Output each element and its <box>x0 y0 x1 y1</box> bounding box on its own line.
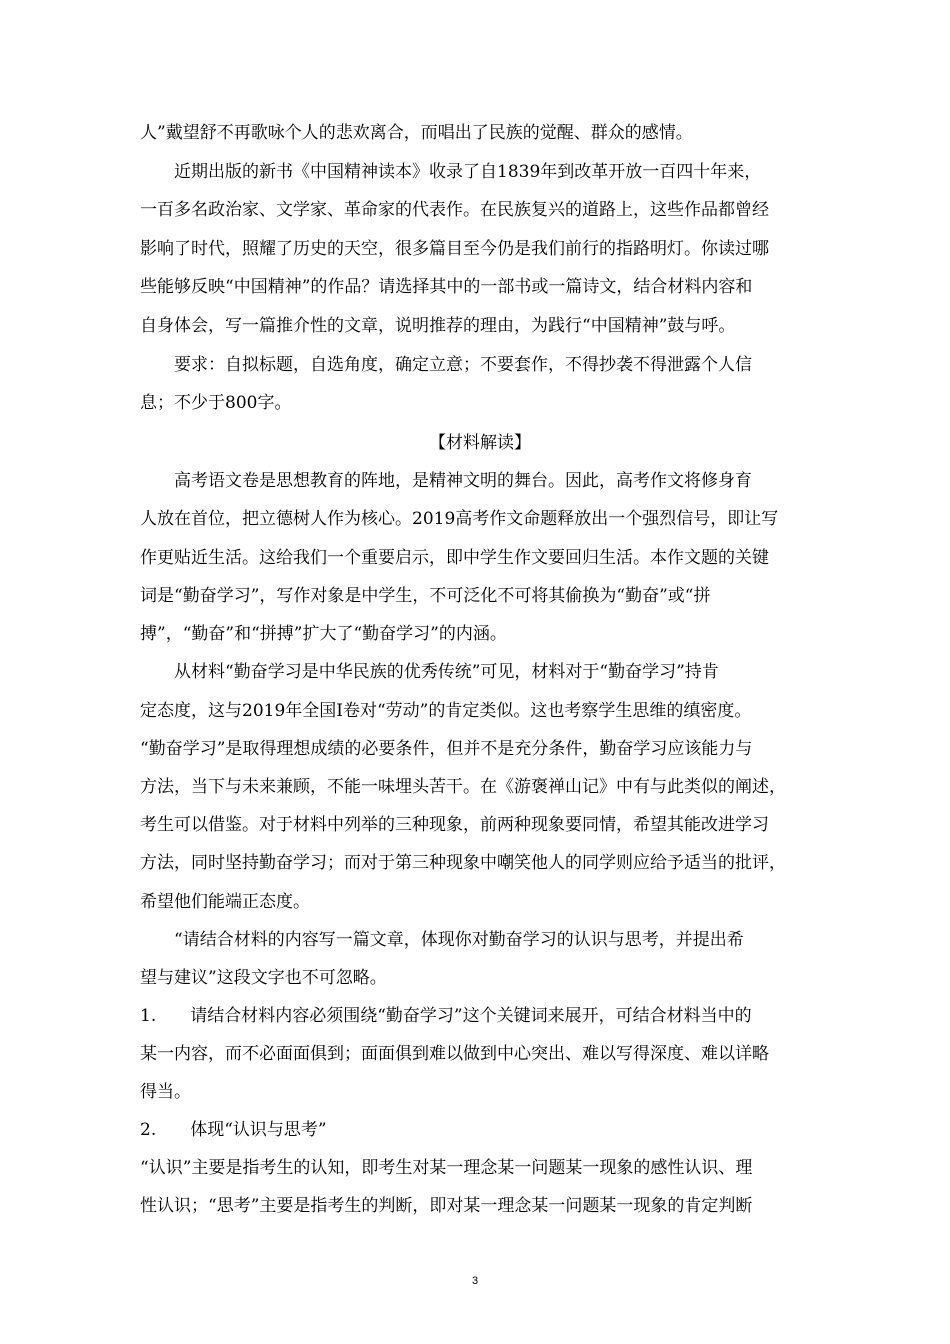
text-line: 息；不少于800字。 <box>140 393 292 413</box>
text-line: 近期出版的新书《中国精神读本》收录了自1839年到改革开放一百四十年来， <box>140 162 762 182</box>
text-line: “勤奋学习”是取得理想成绩的必要条件，但并不是充分条件，勤奋学习应该能力与 <box>140 739 753 759</box>
list-item-line: 2. 体现“认识与思考” <box>140 1120 327 1140</box>
text-line: 定态度，这与2019年全国Ⅰ卷对“劳动”的肯定类似。这也考察学生思维的缜密度。 <box>140 701 752 721</box>
text-line: 某一内容，而不必面面俱到；面面俱到难以做到中心突出、难以写得深度、难以详略 <box>140 1044 769 1064</box>
text-line: 从材料“勤奋学习是中华民族的优秀传统”可见，材料对于“勤奋学习”持肯 <box>140 662 719 682</box>
text-line: 人放在首位，把立德树人作为核心。2019高考作文命题释放出一个强烈信号，即让写 <box>140 509 779 529</box>
page-number: 3 <box>471 1275 479 1287</box>
text-line: 搏”，“勤奋”和“拼搏”扩大了“勤奋学习”的内涵。 <box>140 624 507 644</box>
text-line: 自身体会，写一篇推介性的文章，说明推荐的理由，为践行“中国精神”鼓与呼。 <box>140 316 736 336</box>
text-line: 作更贴近生活。这给我们一个重要启示，即中学生作文要回归生活。本作文题的关键 <box>140 548 769 568</box>
text-line: 得当。 <box>140 1082 191 1102</box>
text-line: 望与建议”这段文字也不可忽略。 <box>140 968 387 988</box>
text-line: 考生可以借鉴。对于材料中列举的三种现象，前两种现象要同情，希望其能改进学习 <box>140 815 769 835</box>
text-line: 方法，同时坚持勤奋学习；而对于第三种现象中嘲笑他人的同学则应给予适当的批评， <box>140 853 786 873</box>
text-line: 希望他们能端正态度。 <box>140 892 310 912</box>
text-line: 人”戴望舒不再歌咏个人的悲欢离合，而唱出了民族的觉醒、群众的感情。 <box>140 123 693 143</box>
text-line: 性认识；“思考”主要是指考生的判断，即对某一理念某一问题某一现象的肯定判断 <box>140 1196 753 1216</box>
text-line: 要求：自拟标题，自选角度，确定立意；不要套作，不得抄袭不得泄露个人信 <box>140 355 752 375</box>
section-heading: 【材料解读】 <box>429 433 531 453</box>
text-line: 些能够反映“中国精神”的作品？请选择其中的一部书或一篇诗文，结合材料内容和 <box>140 277 753 297</box>
text-line: 方法，当下与未来兼顾，不能一味埋头苦干。在《游褒禅山记》中有与此类似的阐述， <box>140 777 786 797</box>
list-item-line: 1. 请结合材料内容必须围绕“勤奋学习”这个关键词来展开，可结合材料当中的 <box>140 1006 752 1026</box>
text-line: 词是“勤奋学习”，写作对象是中学生，不可泛化不可将其偷换为“勤奋”或“拼 <box>140 586 711 606</box>
text-line: 高考语文卷是思想教育的阵地，是精神文明的舞台。因此，高考作文将修身育 <box>140 471 752 491</box>
text-line: “请结合材料的内容写一篇文章，体现你对勤奋学习的认识与思考，并提出希 <box>140 930 744 950</box>
text-line: 一百多名政治家、文学家、革命家的代表作。在民族复兴的道路上，这些作品都曾经 <box>140 200 769 220</box>
text-line: 影响了时代，照耀了历史的天空，很多篇目至今仍是我们前行的指路明灯。你读过哪 <box>140 239 769 259</box>
text-line: “认识”主要是指考生的认知，即考生对某一理念某一问题某一现象的感性认识、理 <box>140 1158 753 1178</box>
